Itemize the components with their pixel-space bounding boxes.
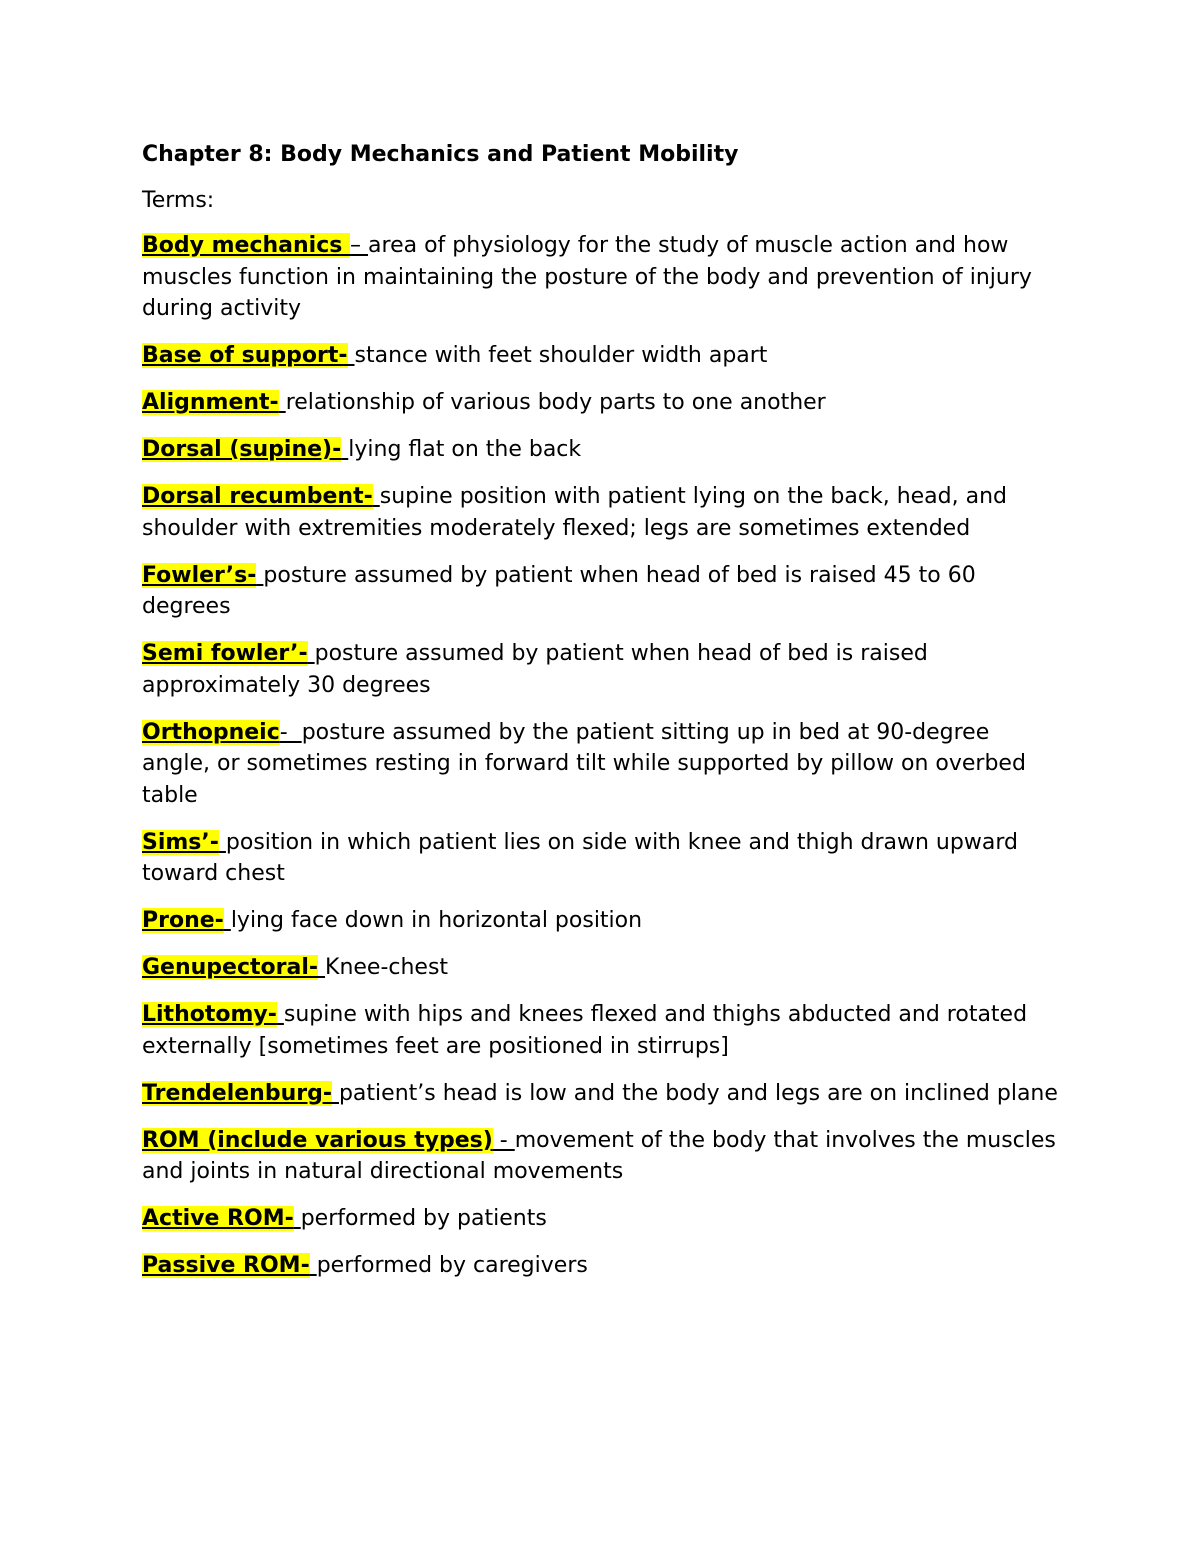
- term-label: Genupectoral-: [142, 955, 319, 980]
- term-label: Trendelenburg-: [142, 1080, 332, 1106]
- term-separator: [294, 1206, 301, 1231]
- term-separator: –: [350, 233, 369, 258]
- term-definition: Knee-chest: [325, 955, 449, 980]
- term-entry: [142, 230, 1062, 325]
- term-separator: [224, 908, 231, 933]
- term-label: Fowler’s-: [142, 562, 257, 588]
- term-label: ROM (include various types): [142, 1127, 493, 1153]
- term-definition: area of physiology for the study of muscle action and how muscles function in maintaining the posture of the body and prevention of injury during activity: [142, 233, 1032, 321]
- term-definition: posture assumed by patient when head of bed is raised 45 to 60 degrees: [142, 562, 976, 619]
- document-page: [142, 138, 1062, 1297]
- term-label: Active ROM-: [142, 1206, 294, 1231]
- term-entry: [142, 1125, 1062, 1188]
- term-definition: supine position with patient lying on the back, head, and shoulder with extremities moderately flexed; legs are sometimes extended: [142, 484, 1007, 541]
- term-entry: [142, 560, 1062, 623]
- term-label: Base of support-: [142, 343, 348, 368]
- term-label: Sims’-: [142, 829, 219, 855]
- term-entry: [142, 952, 1062, 984]
- term-definition: lying face down in horizontal position: [230, 908, 643, 933]
- term-label: Semi fowler’-: [142, 641, 308, 666]
- terms-list: [142, 230, 1062, 1282]
- term-separator: [373, 484, 380, 509]
- term-label: Dorsal recumbent-: [142, 484, 373, 509]
- term-entry: [142, 638, 1062, 701]
- page-title: Chapter 8: Body Mechanics and Patient Mobility: [142, 142, 739, 167]
- term-definition: supine with hips and knees flexed and thighs abducted and rotated externally [sometimes feet are positioned in stirrups]: [142, 1002, 1028, 1059]
- terms-heading: Terms:: [142, 188, 215, 213]
- term-separator: [219, 830, 226, 855]
- term-label: Lithotomy-: [142, 1002, 277, 1027]
- term-separator: [279, 390, 286, 415]
- term-entry: [142, 717, 1062, 812]
- term-entry: [142, 827, 1062, 890]
- term-separator: [332, 1081, 339, 1106]
- term-entry: [142, 434, 1062, 466]
- term-definition: posture assumed by patient when head of bed is raised approximately 30 degrees: [142, 641, 928, 698]
- term-definition: performed by caregivers: [316, 1253, 588, 1278]
- term-label: Orthopneic: [142, 719, 280, 745]
- term-entry: [142, 1250, 1062, 1282]
- term-separator: [277, 1002, 284, 1027]
- term-definition: position in which patient lies on side with knee and thigh drawn upward toward chest: [142, 829, 1018, 886]
- term-definition: posture assumed by the patient sitting up in bed at 90-degree angle, or sometimes resting in forward tilt while supported by pillow on overbed table: [142, 719, 1026, 808]
- term-separator: [348, 343, 355, 368]
- term-separator: [318, 955, 325, 980]
- term-entry: [142, 1203, 1062, 1235]
- term-definition: performed by patients: [300, 1206, 547, 1231]
- term-definition: movement of the body that involves the muscles and joints in natural directional movements: [142, 1127, 1056, 1184]
- term-separator: -: [279, 719, 302, 745]
- term-definition: stance with feet shoulder width apart: [354, 343, 768, 368]
- term-definition: lying flat on the back: [348, 437, 582, 462]
- term-entry: [142, 999, 1062, 1062]
- term-separator: -: [492, 1127, 515, 1153]
- term-label: Body mechanics: [142, 233, 351, 258]
- term-definition: patient’s head is low and the body and legs are on inclined plane: [338, 1080, 1058, 1106]
- term-label: Dorsal (supine)-: [142, 437, 342, 462]
- term-entry: [142, 340, 1062, 372]
- term-definition: relationship of various body parts to one another: [285, 390, 826, 415]
- term-entry: [142, 1078, 1062, 1110]
- term-entry: [142, 387, 1062, 419]
- term-separator: [308, 641, 315, 666]
- term-label: Prone-: [142, 908, 224, 933]
- term-label: Passive ROM-: [142, 1253, 310, 1278]
- term-entry: [142, 481, 1062, 544]
- term-label: Alignment-: [142, 390, 279, 415]
- term-entry: [142, 905, 1062, 937]
- term-separator: [310, 1253, 317, 1278]
